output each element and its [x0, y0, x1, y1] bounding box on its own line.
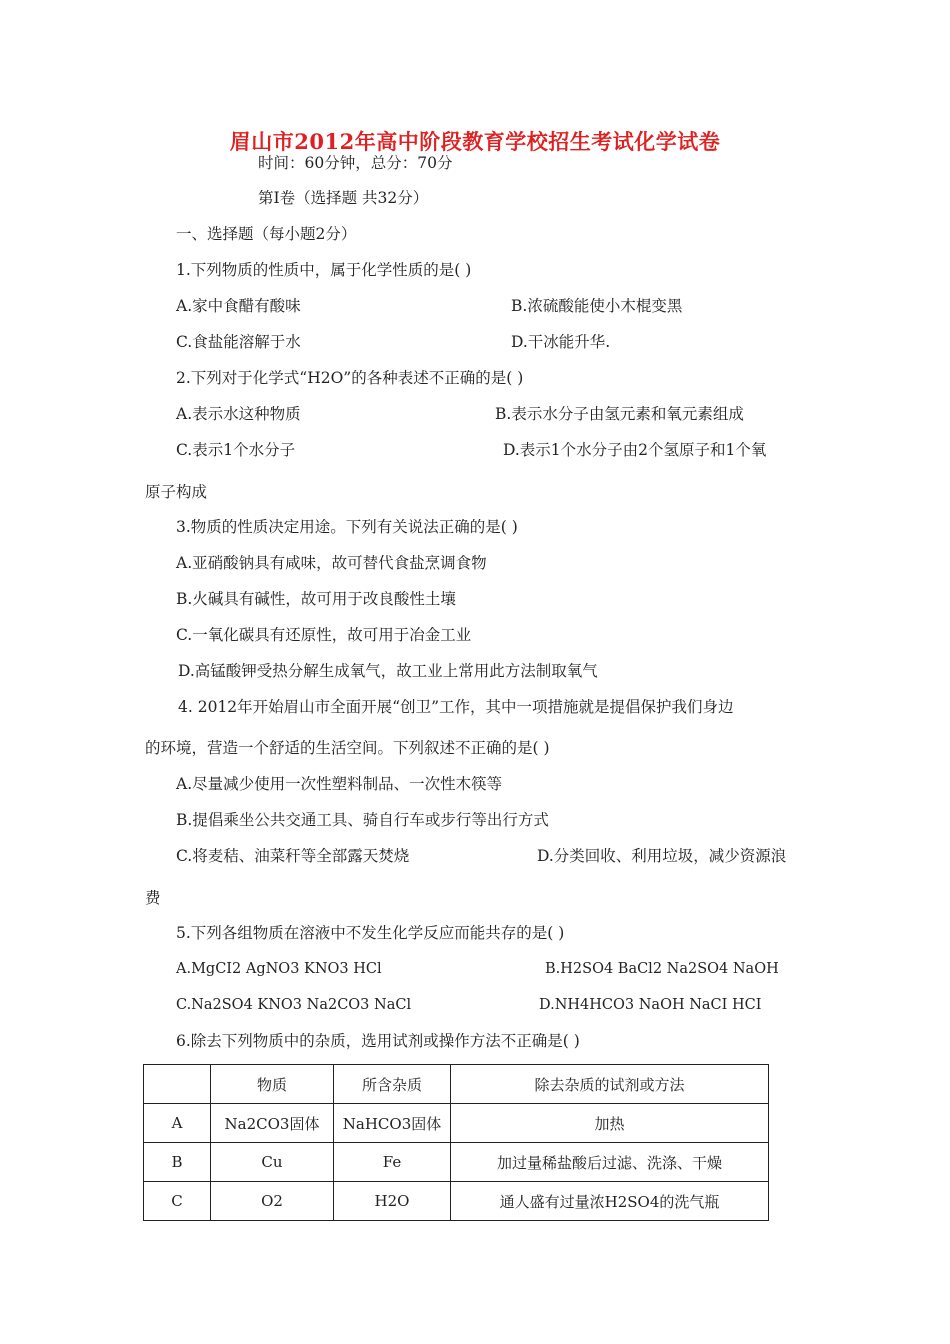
exam-title: 眉山市2012年高中阶段教育学校招生考试化学试卷	[229, 129, 721, 154]
q5-stem: 5.下列各组物质在溶液中不发生化学反应而能共存的是( )	[176, 924, 565, 942]
table-row	[144, 1143, 769, 1182]
table-header-cell: 物质	[211, 1065, 334, 1104]
q4-option-d: D.分类回收、利用垃圾，减少资源浪	[537, 847, 787, 865]
q4-stem: 4. 2012年开始眉山市全面开展“创卫”工作，其中一项措施就是提倡保护我们身边	[178, 698, 734, 716]
q5-option-c: C.Na2SO4 KNO3 Na2CO3 NaCl	[176, 997, 412, 1013]
part-heading: 第Ⅰ卷（选择题 共32分）	[258, 189, 429, 207]
table-cell: Cu	[211, 1143, 334, 1182]
q5-option-a: A.MgCI2 AgNO3 KNO3 HCl	[176, 961, 382, 977]
time-info: 时间：60分钟，总分：70分	[258, 154, 453, 172]
q2-option-c: C.表示1个水分子	[176, 441, 296, 459]
q4-option-a: A.尽量减少使用一次性塑料制品、一次性木筷等	[176, 775, 503, 793]
table-header-cell: 除去杂质的试剂或方法	[451, 1065, 769, 1104]
q5-option-b: B.H2SO4 BaCl2 Na2SO4 NaOH	[545, 961, 779, 977]
q1-option-d: D.干冰能升华.	[511, 333, 611, 351]
table-header-row	[144, 1065, 769, 1104]
table-header-cell: 所含杂质	[334, 1065, 451, 1104]
q4-option-c: C.将麦秸、油菜秆等全部露天焚烧	[176, 847, 410, 865]
table-cell: 通人盛有过量浓H2SO4的洗气瓶	[451, 1182, 769, 1221]
q4-stem-continued: 的环境，营造一个舒适的生活空间。下列叙述不正确的是( )	[145, 739, 550, 757]
q1-stem: 1.下列物质的性质中，属于化学性质的是( )	[176, 261, 472, 279]
q1-option-a: A.家中食醋有酸味	[176, 297, 301, 315]
q2-option-b: B.表示水分子由氢元素和氧元素组成	[495, 405, 744, 423]
q4-option-d-continued: 费	[145, 889, 161, 907]
table-cell: Fe	[334, 1143, 451, 1182]
q3-option-b: B.火碱具有碱性，故可用于改良酸性土壤	[176, 590, 456, 608]
q2-option-d-continued: 原子构成	[145, 483, 208, 501]
table-cell: Na2CO3固体	[211, 1104, 334, 1143]
table-cell: O2	[211, 1182, 334, 1221]
q1-option-c: C.食盐能溶解于水	[176, 333, 301, 351]
table-cell: NaHCO3固体	[334, 1104, 451, 1143]
q3-option-c: C.一氧化碳具有还原性，故可用于冶金工业	[176, 626, 472, 644]
table-cell: B	[144, 1143, 211, 1182]
section-heading: 一、选择题（每小题2分）	[176, 225, 357, 243]
q3-option-a: A.亚硝酸钠具有咸味，故可替代食盐烹调食物	[176, 554, 487, 572]
table-cell: 加热	[451, 1104, 769, 1143]
q1-option-b: B.浓硫酸能使小木棍变黑	[511, 297, 683, 315]
q3-stem: 3.物质的性质决定用途。下列有关说法正确的是( )	[176, 518, 518, 536]
table-row	[144, 1182, 769, 1221]
q6-table	[143, 1064, 769, 1221]
q3-option-d: D.高锰酸钾受热分解生成氧气，故工业上常用此方法制取氧气	[178, 662, 598, 680]
table-cell: H2O	[334, 1182, 451, 1221]
table-row	[144, 1104, 769, 1143]
table-cell: A	[144, 1104, 211, 1143]
table-cell: C	[144, 1182, 211, 1221]
q4-option-b: B.提倡乘坐公共交通工具、骑自行车或步行等出行方式	[176, 811, 549, 829]
q2-stem: 2.下列对于化学式“H2O”的各种表述不正确的是( )	[176, 369, 524, 387]
q5-option-d: D.NH4HCO3 NaOH NaCI HCI	[539, 997, 762, 1013]
table-header-cell	[144, 1065, 211, 1104]
q6-stem: 6.除去下列物质中的杂质，选用试剂或操作方法不正确是( )	[176, 1032, 580, 1050]
q2-option-a: A.表示水这种物质	[176, 405, 301, 423]
q2-option-d: D.表示1个水分子由2个氢原子和1个氧	[503, 441, 767, 459]
table-cell: 加过量稀盐酸后过滤、洗涤、干燥	[451, 1143, 769, 1182]
